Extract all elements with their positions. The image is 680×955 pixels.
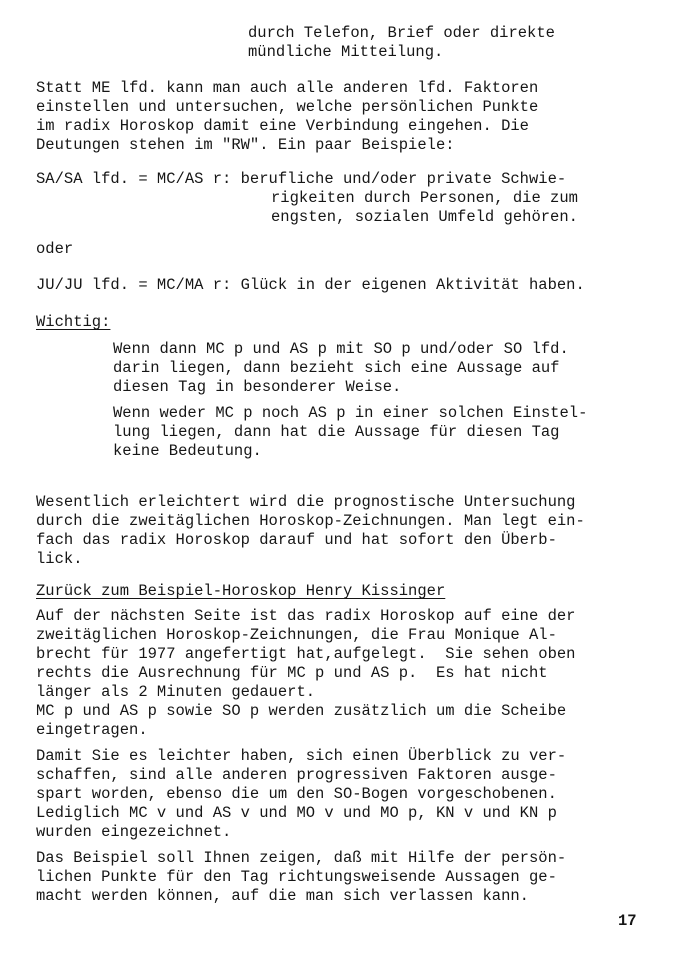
example-line: engsten, sozialen Umfeld gehören. [271, 208, 578, 226]
paragraph-line: MC p und AS p sowie SO p werden zusätzlich um die Scheibe [36, 702, 567, 720]
paragraph-line: lichen Punkte für den Tag richtungsweisende Aussagen ge- [36, 868, 557, 886]
paragraph-line: einstellen und untersuchen, welche persönlichen Punkte [36, 98, 539, 116]
page-number: 17 [618, 912, 637, 930]
paragraph-line: rechts die Ausrechnung für MC p und AS p. Es hat nicht [36, 664, 548, 682]
paragraph-line: Deutungen stehen im "RW". Ein paar Beispiele: [36, 136, 455, 154]
wichtig-line: darin liegen, dann bezieht sich eine Aussage auf [113, 359, 560, 377]
paragraph-line: lick. [36, 550, 83, 568]
example-line: JU/JU lfd. = MC/MA r: Glück in der eigenen Aktivität haben. [36, 276, 585, 294]
paragraph-line: durch die zweitäglichen Horoskop-Zeichnungen. Man legt ein- [36, 512, 585, 530]
paragraph-line: eingetragen. [36, 721, 148, 739]
wichtig-line: keine Bedeutung. [113, 442, 262, 460]
paragraph-line: zweitäglichen Horoskop-Zeichnungen, die Frau Monique Al- [36, 626, 557, 644]
paragraph-line: brecht für 1977 angefertigt hat,aufgelegt. Sie sehen oben [36, 645, 576, 663]
wichtig-line: lung liegen, dann hat die Aussage für diesen Tag [113, 423, 560, 441]
paragraph-line: Auf der nächsten Seite ist das radix Horoskop auf eine der [36, 607, 576, 625]
wichtig-heading: Wichtig: [36, 313, 111, 331]
paragraph-line: Damit Sie es leichter haben, sich einen Überblick zu ver- [36, 747, 567, 765]
intro-line: mündliche Mitteilung. [248, 43, 444, 61]
wichtig-line: Wenn weder MC p noch AS p in einer solchen Einstel- [113, 404, 588, 422]
example-line: SA/SA lfd. = MC/AS r: berufliche und/oder private Schwie- [36, 170, 567, 188]
paragraph-line: fach das radix Horoskop darauf und hat sofort den Überb- [36, 531, 557, 549]
paragraph-line: schaffen, sind alle anderen progressiven Faktoren ausge- [36, 766, 557, 784]
paragraph-line: Statt ME lfd. kann man auch alle anderen lfd. Faktoren [36, 79, 539, 97]
wichtig-line: Wenn dann MC p und AS p mit SO p und/oder SO lfd. [113, 340, 569, 358]
paragraph-line: im radix Horoskop damit eine Verbindung eingehen. Die [36, 117, 529, 135]
oder-text: oder [36, 240, 74, 258]
paragraph-line: macht werden können, auf die man sich verlassen kann. [36, 887, 529, 905]
paragraph-line: spart worden, ebenso die um den SO-Bogen vorgeschobenen. [36, 785, 557, 803]
intro-line: durch Telefon, Brief oder direkte [248, 24, 555, 42]
paragraph-line: wurden eingezeichnet. [36, 823, 232, 841]
paragraph-line: länger als 2 Minuten gedauert. [36, 683, 316, 701]
wichtig-line: diesen Tag in besonderer Weise. [113, 378, 402, 396]
paragraph-line: Lediglich MC v und AS v und MO v und MO p, KN v und KN p [36, 804, 557, 822]
section-heading: Zurück zum Beispiel-Horoskop Henry Kissinger [36, 582, 446, 600]
example-line: rigkeiten durch Personen, die zum [271, 189, 578, 207]
paragraph-line: Das Beispiel soll Ihnen zeigen, daß mit Hilfe der persön- [36, 849, 567, 867]
paragraph-line: Wesentlich erleichtert wird die prognostische Untersuchung [36, 493, 576, 511]
